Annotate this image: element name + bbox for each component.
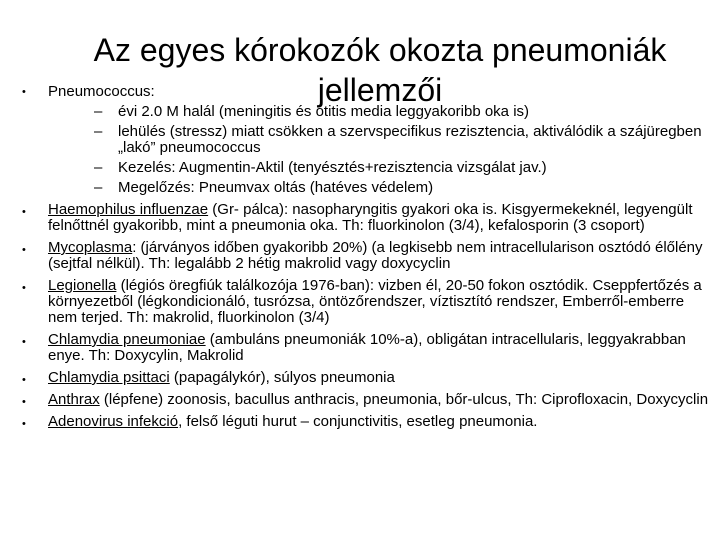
item-text: (légiós öregfiúk találkozója 1976-ban): vizben él, 20-50 fokon osztódik. Cseppfertőzés a környezetből (légkondicionáló, tusrózsa, öntözőrendszer, víztisztító rendszer, Emberről-emberre nem terjed. Th: makrolid, fluorkinolon (3/4) — [48, 277, 702, 326]
item-name: Legionella — [48, 277, 117, 294]
item-name: Anthrax — [48, 391, 100, 408]
item-name: Haemophilus influenzae — [48, 201, 209, 218]
list-item-mycoplasma — [22, 240, 712, 272]
sub-item — [22, 160, 712, 176]
list-item-pneumococcus — [22, 82, 712, 100]
bullet-icon: • — [22, 282, 26, 294]
item-name: Mycoplasma — [48, 239, 133, 256]
bullet-icon: • — [22, 336, 26, 348]
list-item-anthrax — [22, 392, 712, 408]
bullet-icon: • — [22, 418, 26, 430]
dash-icon: – — [94, 123, 103, 140]
list-item-legionella — [22, 278, 712, 326]
sub-item — [22, 124, 712, 156]
bullet-icon: • — [22, 396, 26, 408]
slide-title: Az egyes kórokozók okozta pneumoniák jellemzői — [93, 32, 667, 108]
sub-item — [22, 104, 712, 120]
bullet-icon: • — [22, 86, 26, 98]
bullet-icon: • — [22, 374, 26, 386]
sub-item — [22, 180, 712, 196]
item-name: Chlamydia psittaci — [48, 369, 170, 386]
bullet-icon: • — [22, 206, 26, 218]
bullet-list — [22, 82, 712, 430]
dash-icon: – — [94, 179, 103, 196]
list-item-adenovirus — [22, 414, 712, 430]
list-item-chlamydia-psittaci — [22, 370, 712, 386]
sub-item-text: Megelőzés: Pneumvax oltás (hatéves védelem) — [118, 179, 434, 196]
item-text: (papagálykór), súlyos pneumonia — [169, 369, 395, 386]
item-text: (ambuláns pneumoniák 10%-a), obligátan intracellularis, leggyakrabban enye. Th: Doxycylin, Makrolid — [48, 331, 686, 364]
sub-item-text: évi 2.0 M halál (meningitis és otitis media leggyakoribb oka is) — [118, 103, 530, 120]
item-text: (Gr- pálca): nasopharyngitis gyakori oka is. Kisgyermekeknél, legyengült felnőttnél gyakoribb, mint a pneumonia oka. Th: fluorkinolon (3/4), kefalosporin (3 csoport) — [48, 201, 693, 234]
sub-item-text: Kezelés: Augmentin-Aktil (tenyésztés+rezisztencia vizsgálat jav.) — [118, 159, 547, 176]
dash-icon: – — [94, 103, 103, 120]
item-text: : (járványos időben gyakoribb 20%) (a legkisebb nem intracellularison osztódó élőlény (sejtfal nélkül). Th: legalább 2 hétig makrolid vagy doxycyclin — [48, 239, 703, 272]
list-item-chlamydia-pneumoniae — [22, 332, 712, 364]
sub-item-text: lehülés (stressz) miatt csökken a szervspecifikus rezisztencia, aktiválódik a szájüregben „lakó” pneumococcus — [118, 123, 702, 156]
dash-icon: – — [94, 159, 103, 176]
item-name: Pneumococcus: — [48, 83, 155, 100]
list-item-haemophilus — [22, 202, 712, 234]
item-text: (lépfene) zoonosis, bacullus anthracis, pneumonia, bőr-ulcus, Th: Ciprofloxacin, Doxycyclin — [99, 391, 709, 408]
item-name: Chlamydia pneumoniae — [48, 331, 206, 348]
bullet-icon: • — [22, 244, 26, 256]
item-name: Adenovirus infekció — [48, 413, 179, 430]
item-text: , felső léguti hurut – conjunctivitis, esetleg pneumonia. — [178, 413, 538, 430]
